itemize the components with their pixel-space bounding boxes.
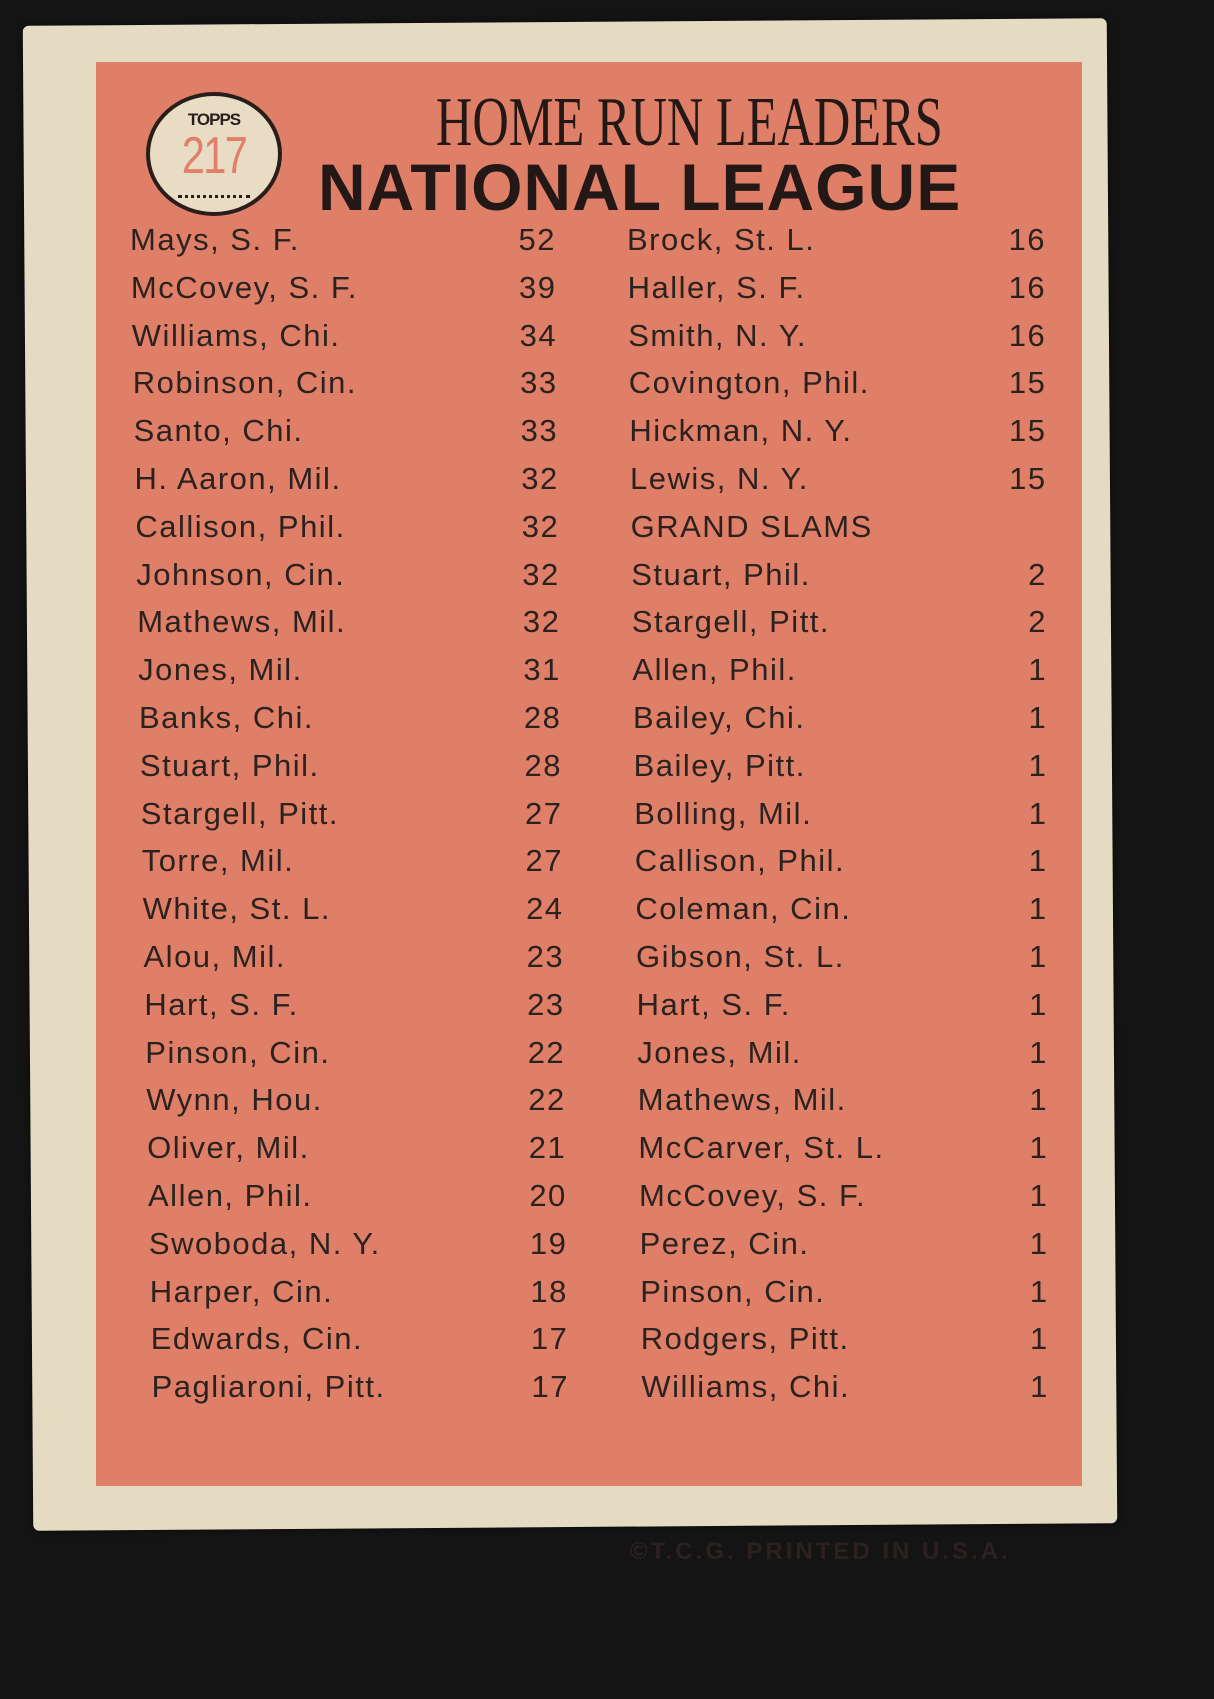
player-name: Pagliaroni, Pitt. [151, 1369, 386, 1405]
home-run-count: 1 [1029, 1082, 1049, 1118]
player-name: Brock, St. L. [627, 222, 816, 257]
home-run-count: 22 [528, 1082, 566, 1118]
player-name: Mathews, Mil. [637, 1082, 847, 1118]
home-run-count: 23 [527, 986, 565, 1022]
home-run-count: 21 [528, 1130, 567, 1166]
home-run-count: 15 [1009, 461, 1047, 496]
player-name: Callison, Phil. [135, 508, 346, 544]
player-name: Santo, Chi. [133, 413, 304, 449]
player-name: Bailey, Pitt. [633, 747, 806, 783]
player-name: Oliver, Mil. [147, 1130, 310, 1166]
player-name: Pinson, Cin. [145, 1034, 331, 1070]
player-name: Stargell, Pitt. [140, 795, 340, 831]
home-run-count: 1 [1028, 747, 1048, 783]
home-run-count: 1 [1029, 1225, 1049, 1261]
player-name: Torre, Mil. [141, 843, 295, 879]
player-name: Harper, Cin. [149, 1273, 334, 1309]
home-run-count: 1 [1029, 1178, 1049, 1213]
home-run-count: 1 [1029, 1034, 1049, 1070]
player-name: Williams, Chi. [131, 317, 341, 353]
home-run-count: 1 [1028, 795, 1048, 831]
home-run-count: 16 [1008, 317, 1047, 353]
home-run-count: 18 [530, 1273, 568, 1309]
player-name: Coleman, Cin. [635, 891, 852, 927]
home-run-count: 19 [529, 1225, 568, 1261]
home-run-count: 31 [523, 652, 561, 688]
player-name: Covington, Phil. [628, 365, 870, 401]
home-run-count: 33 [520, 365, 558, 401]
home-run-count: 33 [520, 413, 559, 449]
home-run-count: 1 [1028, 700, 1048, 735]
home-run-count: 32 [522, 556, 560, 592]
home-run-count: 32 [522, 604, 561, 640]
card-number: 217 [181, 127, 247, 185]
home-run-count: 1 [1029, 939, 1048, 974]
home-run-count: 15 [1008, 365, 1047, 401]
home-run-count: 1 [1029, 1130, 1049, 1166]
player-name: Swoboda, N. Y. [148, 1225, 381, 1261]
home-run-count: 28 [523, 700, 562, 735]
player-name: Bailey, Chi. [633, 700, 806, 735]
home-run-count: 28 [524, 747, 562, 783]
player-name: White, St. L. [142, 891, 331, 927]
player-name: Banks, Chi. [139, 700, 315, 735]
home-run-count: 20 [529, 1178, 567, 1213]
home-run-count: 17 [531, 1369, 569, 1405]
home-run-count: 52 [518, 222, 556, 257]
player-name: Mathews, Mil. [137, 604, 347, 640]
home-run-count: 1 [1029, 1273, 1049, 1309]
section-heading: GRAND SLAMS [630, 508, 873, 544]
card-title: HOME RUN LEADERS [435, 84, 943, 161]
home-run-count: 2 [1028, 604, 1047, 640]
copyright-footer: ©T.C.G. PRINTED IN U.S.A. [630, 1538, 1011, 1565]
home-run-count: 1 [1028, 891, 1048, 927]
home-run-count: 32 [521, 461, 559, 496]
player-name: Pinson, Cin. [640, 1273, 826, 1309]
player-name: Edwards, Cin. [150, 1321, 364, 1357]
home-run-count: 17 [530, 1321, 569, 1357]
player-name: Williams, Chi. [641, 1369, 851, 1405]
baseball-seam-icon [178, 185, 250, 198]
home-run-count: 1 [1028, 843, 1048, 879]
player-name: Hart, S. F. [636, 986, 791, 1022]
player-name: Callison, Phil. [634, 843, 846, 879]
player-name: Lewis, N. Y. [630, 461, 809, 496]
player-name: H. Aaron, Mil. [134, 461, 342, 496]
player-name: Johnson, Cin. [136, 556, 346, 592]
home-run-count: 1 [1030, 1321, 1049, 1357]
player-name: Mays, S. F. [130, 222, 300, 257]
player-name: Robinson, Cin. [132, 365, 358, 401]
player-name: Alou, Mil. [143, 939, 286, 974]
player-name: Gibson, St. L. [636, 939, 845, 974]
home-run-count: 27 [525, 843, 564, 879]
player-name: McCovey, S. F. [130, 269, 359, 305]
home-run-count: 2 [1028, 556, 1047, 592]
home-run-count: 32 [521, 508, 560, 544]
player-name: Stargell, Pitt. [631, 604, 831, 640]
home-run-count: 15 [1008, 413, 1047, 449]
player-name: Wynn, Hou. [146, 1082, 323, 1118]
player-name: Haller, S. F. [627, 269, 806, 305]
player-name: Rodgers, Pitt. [640, 1321, 850, 1357]
topps-baseball-logo [146, 92, 282, 216]
player-name: Jones, Mil. [637, 1034, 802, 1070]
player-name: Perez, Cin. [639, 1225, 810, 1261]
home-run-count: 34 [519, 317, 558, 353]
home-run-count: 1 [1028, 652, 1048, 688]
player-name: McCarver, St. L. [638, 1130, 885, 1166]
player-name: Allen, Phil. [632, 652, 797, 688]
player-name: Hickman, N. Y. [629, 413, 853, 449]
player-name: Allen, Phil. [148, 1178, 313, 1213]
player-name: Jones, Mil. [138, 652, 303, 688]
player-name: Stuart, Phil. [631, 556, 811, 592]
home-run-count: 1 [1029, 986, 1048, 1022]
logo-brand: TOPPS [187, 110, 241, 129]
home-run-count: 1 [1030, 1369, 1049, 1405]
player-name: Smith, N. Y. [628, 317, 807, 353]
player-name: Stuart, Phil. [139, 747, 320, 783]
home-run-count: 23 [526, 939, 565, 974]
player-name: Hart, S. F. [144, 986, 299, 1022]
home-run-count: 16 [1008, 269, 1047, 305]
home-run-count: 24 [526, 891, 564, 927]
home-run-count: 16 [1008, 222, 1046, 257]
home-run-count: 39 [519, 269, 557, 305]
home-run-count: 22 [527, 1034, 566, 1070]
player-name: Bolling, Mil. [634, 795, 813, 831]
player-name: McCovey, S. F. [639, 1178, 867, 1213]
card-subtitle: NATIONAL LEAGUE [318, 150, 962, 224]
home-run-count: 27 [524, 795, 563, 831]
